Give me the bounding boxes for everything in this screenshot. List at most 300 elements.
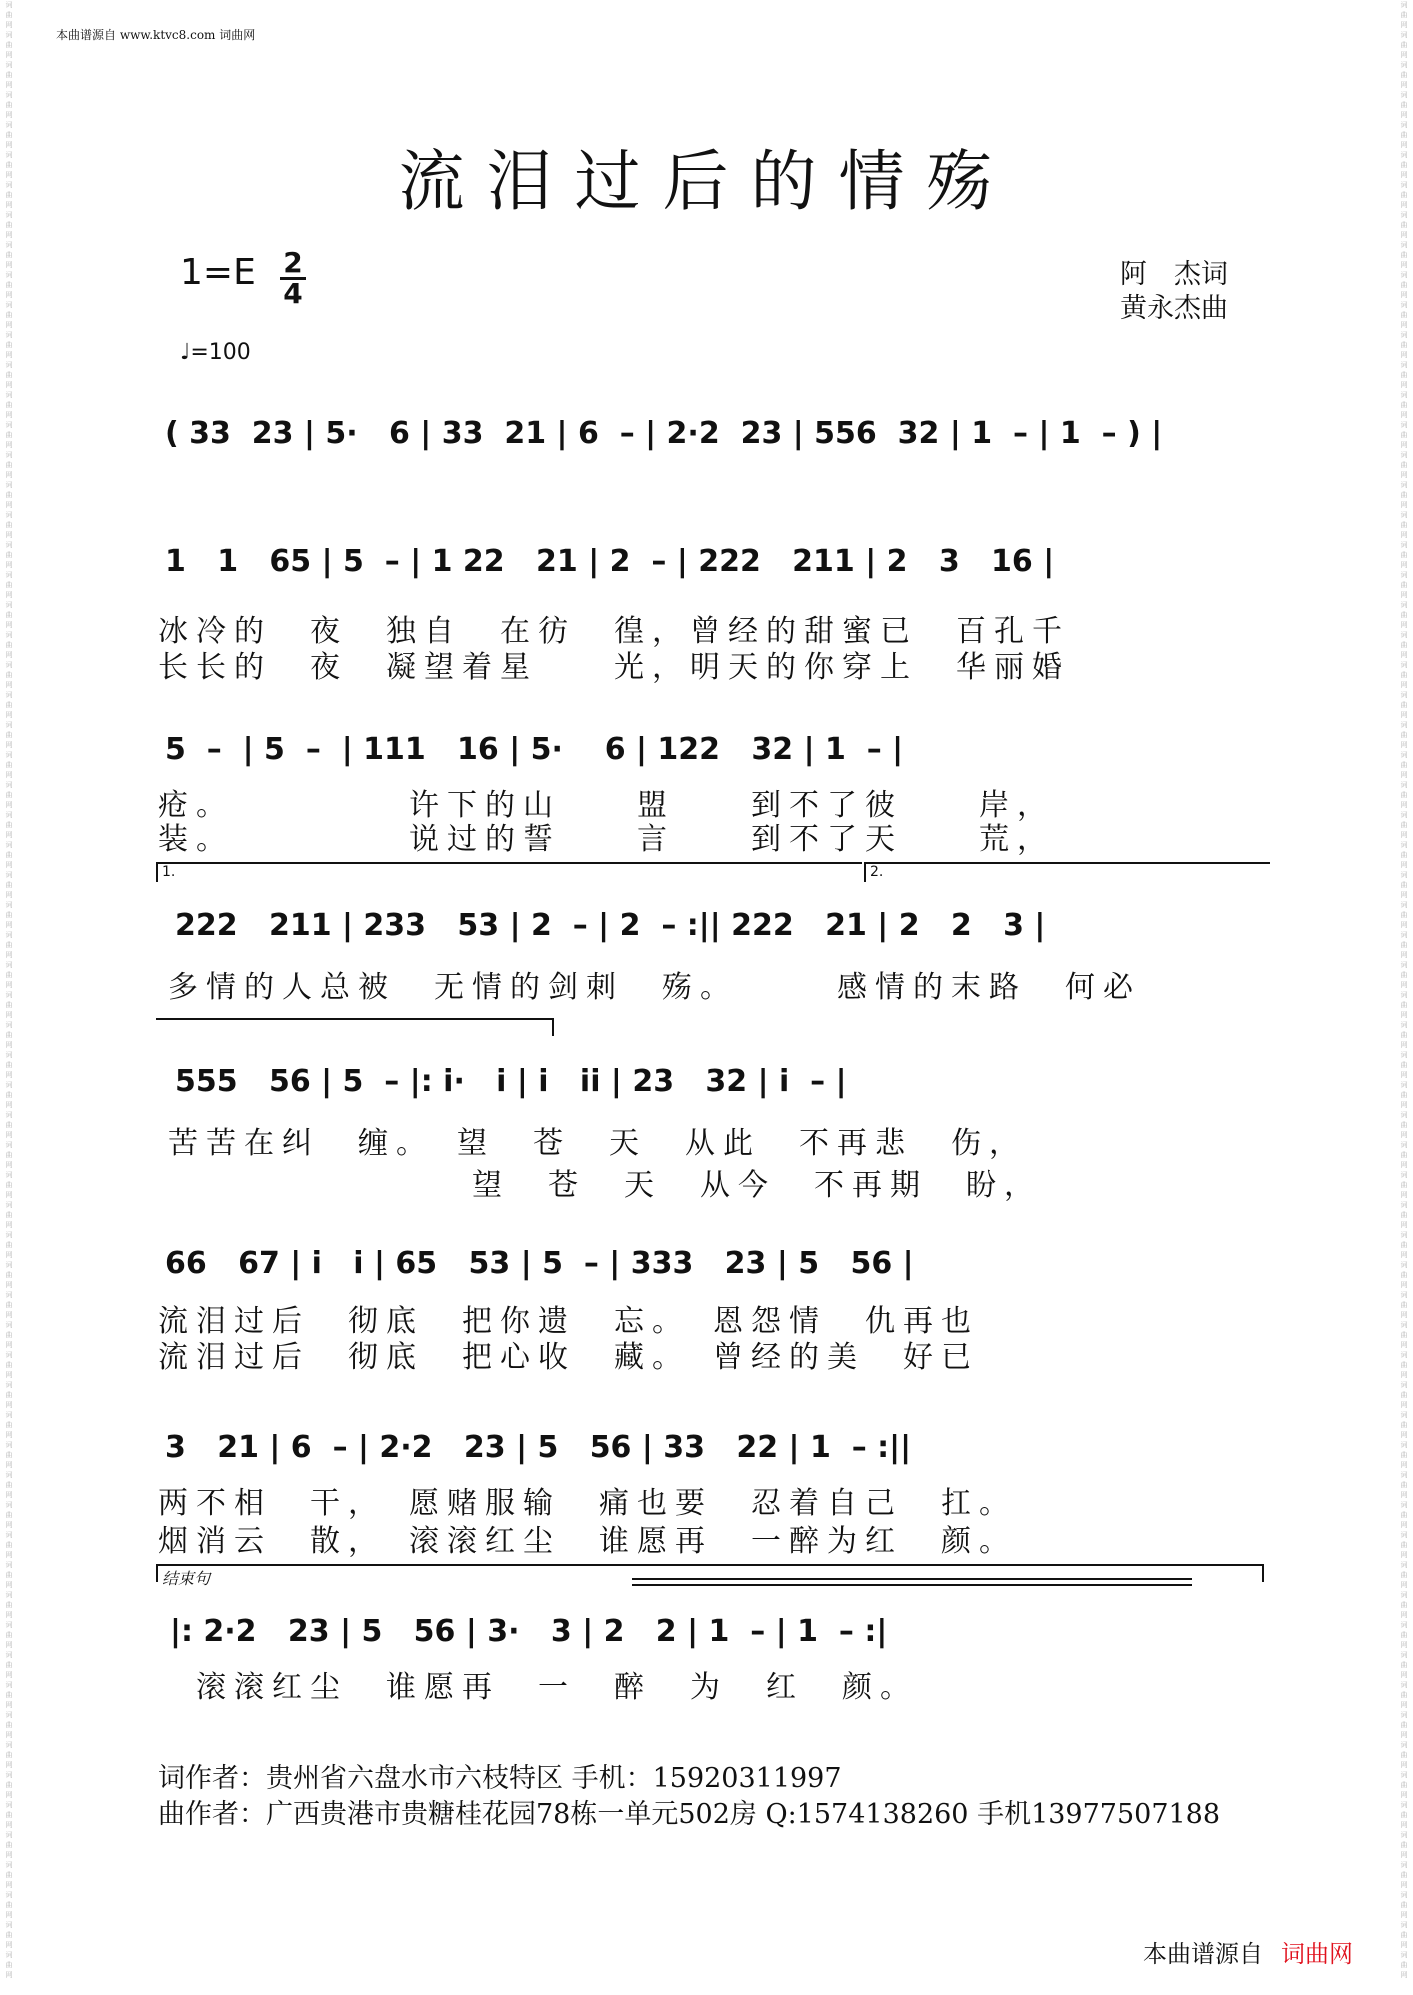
watermark-glyph: 网 <box>5 1311 13 1319</box>
watermark-glyph: 词 <box>5 1231 13 1239</box>
watermark-glyph: 词 <box>1400 601 1408 609</box>
watermark-glyph: 词 <box>5 1141 13 1149</box>
watermark-glyph: 词 <box>1400 1771 1408 1779</box>
watermark-glyph: 曲 <box>1400 431 1408 439</box>
watermark-glyph: 网 <box>5 231 13 239</box>
watermark-glyph: 曲 <box>5 1421 13 1429</box>
watermark-glyph: 网 <box>1400 1611 1408 1619</box>
watermark-glyph: 曲 <box>5 1391 13 1399</box>
watermark-glyph: 曲 <box>1400 1211 1408 1219</box>
row-6-notes: 3 21 | 6 – | 2·2 23 | 5 56 | 33 22 | 1 – :|| <box>165 1430 912 1465</box>
watermark-glyph: 词 <box>5 1501 13 1509</box>
watermark-glyph: 曲 <box>1400 1571 1408 1579</box>
watermark-glyph: 网 <box>1400 1911 1408 1919</box>
watermark-glyph: 网 <box>1400 51 1408 59</box>
watermark-glyph: 曲 <box>5 1541 13 1549</box>
row-3-lyrics-verse-1: 多情的人总被 无情的剑刺 殇。 感情的末路 何必 <box>168 970 1141 1005</box>
watermark-glyph: 曲 <box>5 881 13 889</box>
watermark-glyph: 曲 <box>1400 1631 1408 1639</box>
watermark-glyph: 曲 <box>1400 161 1408 169</box>
watermark-glyph: 曲 <box>5 821 13 829</box>
watermark-glyph: 网 <box>1400 501 1408 509</box>
watermark-glyph: 词 <box>5 1951 13 1959</box>
watermark-glyph: 词 <box>5 451 13 459</box>
watermark-glyph: 曲 <box>1400 41 1408 49</box>
watermark-glyph: 曲 <box>5 1631 13 1639</box>
song-title: 流泪过后的情殇 <box>398 143 1015 220</box>
watermark-glyph: 网 <box>1400 651 1408 659</box>
watermark-glyph: 曲 <box>5 1001 13 1009</box>
watermark-glyph: 曲 <box>5 761 13 769</box>
watermark-glyph: 网 <box>1400 1041 1408 1049</box>
watermark-glyph: 网 <box>1400 1311 1408 1319</box>
watermark-glyph: 网 <box>5 681 13 689</box>
watermark-glyph: 曲 <box>5 1691 13 1699</box>
watermark-glyph: 词 <box>1400 61 1408 69</box>
watermark-glyph: 网 <box>1400 441 1408 449</box>
watermark-glyph: 词 <box>5 331 13 339</box>
row-4-lyrics-verse-2: 望 苍 天 从今 不再期 盼， <box>168 1168 1042 1203</box>
watermark-glyph: 曲 <box>5 1571 13 1579</box>
watermark-glyph: 网 <box>5 1161 13 1169</box>
watermark-glyph: 曲 <box>1400 401 1408 409</box>
source-url[interactable]: www.ktvc8.com <box>119 28 216 42</box>
watermark-glyph: 曲 <box>5 1601 13 1609</box>
watermark-glyph: 网 <box>1400 1761 1408 1769</box>
watermark-glyph: 曲 <box>5 1961 13 1969</box>
source-label: 本曲谱源自 <box>56 28 117 42</box>
watermark-glyph: 词 <box>1400 571 1408 579</box>
watermark-glyph: 曲 <box>1400 521 1408 529</box>
watermark-glyph: 曲 <box>1400 1031 1408 1039</box>
watermark-glyph: 网 <box>5 201 13 209</box>
watermark-glyph: 网 <box>5 1581 13 1589</box>
watermark-glyph: 网 <box>1400 1521 1408 1529</box>
row-7-notes: |: 2·2 23 | 5 56 | 3· 3 | 2 2 | 1 – | 1 – :| <box>170 1614 888 1649</box>
watermark-glyph: 曲 <box>1400 911 1408 919</box>
watermark-glyph: 曲 <box>1400 1271 1408 1279</box>
watermark-glyph: 网 <box>1400 831 1408 839</box>
watermark-glyph: 词 <box>1400 721 1408 729</box>
watermark-glyph: 曲 <box>1400 611 1408 619</box>
watermark-glyph: 网 <box>5 801 13 809</box>
watermark-glyph: 词 <box>1400 1561 1408 1569</box>
watermark-glyph: 词 <box>1400 1501 1408 1509</box>
watermark-glyph: 曲 <box>1400 1181 1408 1189</box>
watermark-glyph: 曲 <box>5 1721 13 1729</box>
watermark-glyph: 词 <box>1400 31 1408 39</box>
watermark-glyph: 词 <box>1400 901 1408 909</box>
watermark-glyph: 网 <box>1400 891 1408 899</box>
watermark-glyph: 曲 <box>5 191 13 199</box>
watermark-glyph: 网 <box>1400 531 1408 539</box>
watermark-glyph: 曲 <box>5 1331 13 1339</box>
watermark-glyph: 词 <box>1400 631 1408 639</box>
watermark-glyph: 词 <box>1400 961 1408 969</box>
watermark-glyph: 词 <box>1400 361 1408 369</box>
watermark-glyph: 网 <box>1400 141 1408 149</box>
watermark-glyph: 曲 <box>1400 881 1408 889</box>
watermark-glyph: 网 <box>5 1851 13 1859</box>
key-signature: 1=E <box>180 252 256 293</box>
watermark-glyph: 曲 <box>5 851 13 859</box>
watermark-glyph: 网 <box>1400 1461 1408 1469</box>
watermark-glyph: 词 <box>5 1711 13 1719</box>
watermark-glyph: 词 <box>5 1531 13 1539</box>
watermark-glyph: 词 <box>1400 1291 1408 1299</box>
watermark-glyph: 曲 <box>5 701 13 709</box>
row-2-lyrics-verse-1: 疮。 许下的山 盟 到不了彼 岸， <box>158 788 1055 823</box>
watermark-glyph: 网 <box>1400 81 1408 89</box>
watermark-glyph: 网 <box>1400 981 1408 989</box>
watermark-glyph: 曲 <box>5 1061 13 1069</box>
watermark-glyph: 词 <box>1400 451 1408 459</box>
watermark-glyph: 网 <box>1400 1731 1408 1739</box>
watermark-glyph: 词 <box>1400 1261 1408 1269</box>
watermark-glyph: 词 <box>5 1771 13 1779</box>
watermark-glyph: 网 <box>5 891 13 899</box>
watermark-glyph: 曲 <box>1400 71 1408 79</box>
watermark-glyph: 网 <box>5 1821 13 1829</box>
watermark-glyph: 词 <box>1400 1951 1408 1959</box>
watermark-glyph: 网 <box>5 1791 13 1799</box>
row-4-notes: 555 56 | 5 – |: i· i | i ii | 23 32 | i – | <box>175 1064 847 1099</box>
watermark-glyph: 词 <box>5 301 13 309</box>
watermark-glyph: 词 <box>1400 481 1408 489</box>
watermark-glyph: 词 <box>1400 1021 1408 1029</box>
watermark-glyph: 曲 <box>5 1301 13 1309</box>
watermark-glyph: 网 <box>1400 1551 1408 1559</box>
watermark-glyph: 网 <box>1400 1131 1408 1139</box>
watermark-glyph: 曲 <box>1400 491 1408 499</box>
watermark-glyph: 网 <box>5 1341 13 1349</box>
row-7-lyrics-verse-1: 滚滚红尘 谁愿再 一 醉 为 红 颜。 <box>196 1670 918 1705</box>
watermark-glyph: 网 <box>5 771 13 779</box>
watermark-glyph: 词 <box>5 391 13 399</box>
watermark-glyph: 曲 <box>5 1271 13 1279</box>
watermark-glyph: 词 <box>1400 691 1408 699</box>
ending-decrescendo-line-2 <box>632 1584 1192 1586</box>
credits <box>1120 258 1228 326</box>
watermark-glyph: 词 <box>5 1261 13 1269</box>
watermark-glyph: 词 <box>5 1411 13 1419</box>
watermark-glyph: 网 <box>5 1761 13 1769</box>
source-footer-label: 本曲谱源自 <box>1143 1940 1263 1968</box>
watermark-glyph: 网 <box>1400 1251 1408 1259</box>
meter-bottom: 4 <box>283 277 303 310</box>
watermark-glyph: 曲 <box>1400 371 1408 379</box>
watermark-glyph: 网 <box>5 81 13 89</box>
watermark-glyph: 词 <box>5 1471 13 1479</box>
watermark-glyph: 网 <box>5 351 13 359</box>
watermark-glyph: 词 <box>1400 1441 1408 1449</box>
watermark-glyph: 曲 <box>1400 851 1408 859</box>
watermark-glyph: 词 <box>1400 1051 1408 1059</box>
watermark-glyph: 网 <box>5 1971 13 1979</box>
watermark-glyph: 曲 <box>1400 1511 1408 1519</box>
watermark-glyph: 网 <box>5 171 13 179</box>
first-ending-label: 1. <box>162 864 176 880</box>
watermark-glyph: 曲 <box>5 911 13 919</box>
watermark-glyph: 网 <box>1400 741 1408 749</box>
row-4-lyrics-verse-1: 苦苦在纠 缠。 望 苍 天 从此 不再悲 伤， <box>168 1126 1027 1161</box>
watermark-glyph: 网 <box>1400 1191 1408 1199</box>
watermark-glyph: 曲 <box>5 1751 13 1759</box>
watermark-glyph: 词 <box>5 751 13 759</box>
watermark-glyph: 词 <box>1400 1471 1408 1479</box>
watermark-glyph: 词 <box>1400 1381 1408 1389</box>
watermark-glyph: 网 <box>5 981 13 989</box>
watermark-glyph: 词 <box>5 1921 13 1929</box>
watermark-glyph: 词 <box>5 1681 13 1689</box>
watermark-glyph: 曲 <box>1400 1481 1408 1489</box>
row-1-lyrics-verse-1: 冰冷的 夜 独自 在彷 徨，曾经的甜蜜已 百孔千 <box>158 614 1070 649</box>
watermark-glyph: 网 <box>5 321 13 329</box>
composer-contact: 曲作者：广西贵港市贵糖桂花园78栋一单元502房 Q:1574138260 手机13977507188 <box>158 1799 1221 1830</box>
second-ending-continuation <box>156 1018 554 1036</box>
lyricist-credit: 阿 杰词 <box>1120 259 1228 290</box>
watermark-glyph: 曲 <box>1400 641 1408 649</box>
watermark-glyph: 曲 <box>5 1781 13 1789</box>
ending-section-label: 结束句 <box>162 1569 211 1588</box>
watermark-glyph: 网 <box>5 1521 13 1529</box>
watermark-glyph: 网 <box>1400 1161 1408 1169</box>
watermark-glyph: 曲 <box>5 461 13 469</box>
source-site: 词曲网 <box>219 28 256 42</box>
row-2-notes: 5 – | 5 – | 111 16 | 5· 6 | 122 32 | 1 – | <box>165 732 904 767</box>
ending-decrescendo-line-1 <box>632 1578 1192 1580</box>
watermark-glyph: 词 <box>1400 1411 1408 1419</box>
watermark-glyph: 曲 <box>5 611 13 619</box>
watermark-glyph: 曲 <box>5 221 13 229</box>
source-header <box>56 26 255 43</box>
watermark-glyph: 词 <box>1400 1861 1408 1869</box>
watermark-glyph: 曲 <box>1400 701 1408 709</box>
watermark-glyph: 词 <box>5 481 13 489</box>
watermark-glyph: 词 <box>5 1591 13 1599</box>
watermark-glyph: 词 <box>5 601 13 609</box>
watermark-glyph: 网 <box>1400 861 1408 869</box>
row-1-lyrics-verse-2: 长长的 夜 凝望着星 光，明天的你穿上 华丽婚 <box>158 650 1070 685</box>
watermark-glyph: 曲 <box>1400 1001 1408 1009</box>
watermark-glyph: 曲 <box>5 1211 13 1219</box>
watermark-glyph: 网 <box>1400 621 1408 629</box>
watermark-glyph: 曲 <box>5 491 13 499</box>
left-watermark-strip <box>2 0 16 1995</box>
watermark-glyph: 网 <box>1400 561 1408 569</box>
watermark-glyph: 曲 <box>1400 461 1408 469</box>
watermark-glyph: 网 <box>1400 1221 1408 1229</box>
watermark-glyph: 网 <box>5 561 13 569</box>
watermark-glyph: 网 <box>1400 1341 1408 1349</box>
watermark-glyph: 网 <box>5 951 13 959</box>
watermark-glyph: 曲 <box>5 251 13 259</box>
watermark-glyph: 网 <box>5 591 13 599</box>
watermark-glyph: 词 <box>1400 271 1408 279</box>
watermark-glyph: 曲 <box>5 641 13 649</box>
watermark-glyph: 曲 <box>5 1871 13 1879</box>
watermark-glyph: 网 <box>5 1551 13 1559</box>
watermark-glyph: 网 <box>5 1221 13 1229</box>
watermark-glyph: 词 <box>1400 1351 1408 1359</box>
watermark-glyph: 网 <box>5 291 13 299</box>
watermark-glyph: 曲 <box>1400 1121 1408 1129</box>
watermark-glyph: 曲 <box>1400 761 1408 769</box>
watermark-glyph: 词 <box>1400 1171 1408 1179</box>
watermark-glyph: 词 <box>1400 331 1408 339</box>
watermark-glyph: 词 <box>1400 661 1408 669</box>
watermark-glyph: 曲 <box>5 41 13 49</box>
watermark-glyph: 曲 <box>5 551 13 559</box>
watermark-glyph: 曲 <box>1400 1661 1408 1669</box>
watermark-glyph: 词 <box>5 151 13 159</box>
watermark-glyph: 网 <box>1400 801 1408 809</box>
watermark-glyph: 词 <box>1400 841 1408 849</box>
watermark-glyph: 词 <box>5 1801 13 1809</box>
watermark-glyph: 网 <box>1400 921 1408 929</box>
watermark-glyph: 曲 <box>1400 1451 1408 1459</box>
watermark-glyph: 词 <box>5 631 13 639</box>
watermark-glyph: 曲 <box>1400 341 1408 349</box>
watermark-glyph: 曲 <box>5 1931 13 1939</box>
watermark-glyph: 网 <box>1400 1671 1408 1679</box>
watermark-glyph: 词 <box>5 1831 13 1839</box>
watermark-glyph: 词 <box>1400 1531 1408 1539</box>
watermark-glyph: 网 <box>5 1401 13 1409</box>
watermark-glyph: 网 <box>1400 1581 1408 1589</box>
row-1-notes: 1 1 65 | 5 – | 1 22 21 | 2 – | 222 211 | 2 3 16 | <box>165 544 1055 579</box>
watermark-glyph: 网 <box>1400 381 1408 389</box>
source-footer-site[interactable]: 词曲网 <box>1281 1940 1353 1968</box>
watermark-glyph: 词 <box>5 781 13 789</box>
watermark-glyph: 网 <box>5 441 13 449</box>
watermark-glyph: 词 <box>1400 1921 1408 1929</box>
watermark-glyph: 词 <box>5 1201 13 1209</box>
watermark-glyph: 曲 <box>1400 1601 1408 1609</box>
watermark-glyph: 曲 <box>1400 1811 1408 1819</box>
watermark-glyph: 网 <box>5 1731 13 1739</box>
watermark-glyph: 曲 <box>1400 1391 1408 1399</box>
watermark-glyph: 曲 <box>5 1811 13 1819</box>
watermark-glyph: 曲 <box>1400 941 1408 949</box>
watermark-glyph: 词 <box>5 1021 13 1029</box>
watermark-glyph: 曲 <box>1400 281 1408 289</box>
watermark-glyph: 词 <box>1400 151 1408 159</box>
watermark-glyph: 词 <box>5 1 13 9</box>
watermark-glyph: 网 <box>5 1011 13 1019</box>
watermark-glyph: 网 <box>1400 771 1408 779</box>
watermark-glyph: 网 <box>5 1641 13 1649</box>
watermark-glyph: 词 <box>5 1441 13 1449</box>
watermark-glyph: 网 <box>1400 1701 1408 1709</box>
watermark-glyph: 曲 <box>1400 551 1408 559</box>
watermark-glyph: 词 <box>1400 991 1408 999</box>
watermark-glyph: 网 <box>5 1431 13 1439</box>
watermark-glyph: 曲 <box>5 731 13 739</box>
watermark-glyph: 词 <box>5 1081 13 1089</box>
watermark-glyph: 词 <box>1400 811 1408 819</box>
watermark-glyph: 词 <box>1400 1231 1408 1239</box>
watermark-glyph: 词 <box>5 241 13 249</box>
watermark-glyph: 词 <box>5 211 13 219</box>
watermark-glyph: 词 <box>1400 871 1408 879</box>
watermark-glyph: 网 <box>1400 1101 1408 1109</box>
watermark-glyph: 网 <box>5 141 13 149</box>
watermark-glyph: 词 <box>1400 301 1408 309</box>
watermark-glyph: 曲 <box>5 671 13 679</box>
watermark-glyph: 网 <box>1400 111 1408 119</box>
watermark-glyph: 网 <box>1400 1401 1408 1409</box>
right-watermark-strip <box>1397 0 1411 1995</box>
watermark-glyph: 网 <box>1400 291 1408 299</box>
watermark-glyph: 曲 <box>5 1841 13 1849</box>
watermark-glyph: 曲 <box>5 581 13 589</box>
row-6-lyrics-verse-2: 烟消云 散， 滚滚红尘 谁愿再 一醉为红 颜。 <box>158 1524 1017 1559</box>
watermark-glyph: 曲 <box>5 521 13 529</box>
watermark-glyph: 网 <box>1400 1281 1408 1289</box>
watermark-glyph: 词 <box>5 1321 13 1329</box>
watermark-glyph: 曲 <box>5 1091 13 1099</box>
watermark-glyph: 曲 <box>1400 1751 1408 1759</box>
watermark-glyph: 网 <box>5 51 13 59</box>
watermark-glyph: 词 <box>1400 421 1408 429</box>
watermark-glyph: 词 <box>1400 181 1408 189</box>
watermark-glyph: 网 <box>1400 321 1408 329</box>
watermark-glyph: 网 <box>5 741 13 749</box>
watermark-glyph: 网 <box>5 501 13 509</box>
row-2-lyrics-verse-2: 装。 说过的誓 言 到不了天 荒， <box>158 822 1055 857</box>
watermark-glyph: 词 <box>1400 1321 1408 1329</box>
watermark-glyph: 词 <box>1400 1111 1408 1119</box>
row-6-lyrics-verse-1: 两不相 干， 愿赌服输 痛也要 忍着自己 扛。 <box>158 1486 1017 1521</box>
watermark-glyph: 词 <box>5 121 13 129</box>
watermark-glyph: 网 <box>5 711 13 719</box>
watermark-glyph: 词 <box>5 91 13 99</box>
watermark-glyph: 网 <box>5 1251 13 1259</box>
row-0-notes: ( 33 23 | 5· 6 | 33 21 | 6 – | 2·2 23 | 556 32 | 1 – | 1 – ) | <box>165 416 1163 451</box>
watermark-glyph: 词 <box>1400 211 1408 219</box>
watermark-glyph: 词 <box>5 421 13 429</box>
watermark-glyph: 网 <box>5 111 13 119</box>
watermark-glyph: 网 <box>5 831 13 839</box>
watermark-glyph: 网 <box>1400 1431 1408 1439</box>
watermark-glyph: 曲 <box>1400 191 1408 199</box>
watermark-glyph: 曲 <box>1400 671 1408 679</box>
watermark-glyph: 词 <box>1400 751 1408 759</box>
watermark-glyph: 词 <box>1400 121 1408 129</box>
watermark-glyph: 词 <box>1400 1831 1408 1839</box>
watermark-glyph: 网 <box>5 1461 13 1469</box>
watermark-glyph: 曲 <box>5 1121 13 1129</box>
watermark-glyph: 曲 <box>5 1661 13 1669</box>
watermark-glyph: 词 <box>5 871 13 879</box>
watermark-glyph: 词 <box>5 691 13 699</box>
watermark-glyph: 曲 <box>1400 251 1408 259</box>
watermark-glyph: 曲 <box>5 1031 13 1039</box>
watermark-glyph: 词 <box>5 1741 13 1749</box>
source-footer <box>1143 1934 1353 1969</box>
watermark-glyph: 曲 <box>5 941 13 949</box>
watermark-glyph: 词 <box>1400 1621 1408 1629</box>
watermark-glyph: 词 <box>5 1381 13 1389</box>
watermark-glyph: 词 <box>5 1891 13 1899</box>
watermark-glyph: 曲 <box>5 101 13 109</box>
watermark-glyph: 曲 <box>1400 1421 1408 1429</box>
watermark-glyph: 曲 <box>5 1151 13 1159</box>
lyricist-contact: 词作者：贵州省六盘水市六枝特区 手机：15920311997 <box>158 1763 842 1794</box>
row-5-lyrics-verse-1: 流泪过后 彻底 把你遗 忘。 恩怨情 仇再也 <box>158 1304 979 1339</box>
watermark-glyph: 曲 <box>5 1451 13 1459</box>
